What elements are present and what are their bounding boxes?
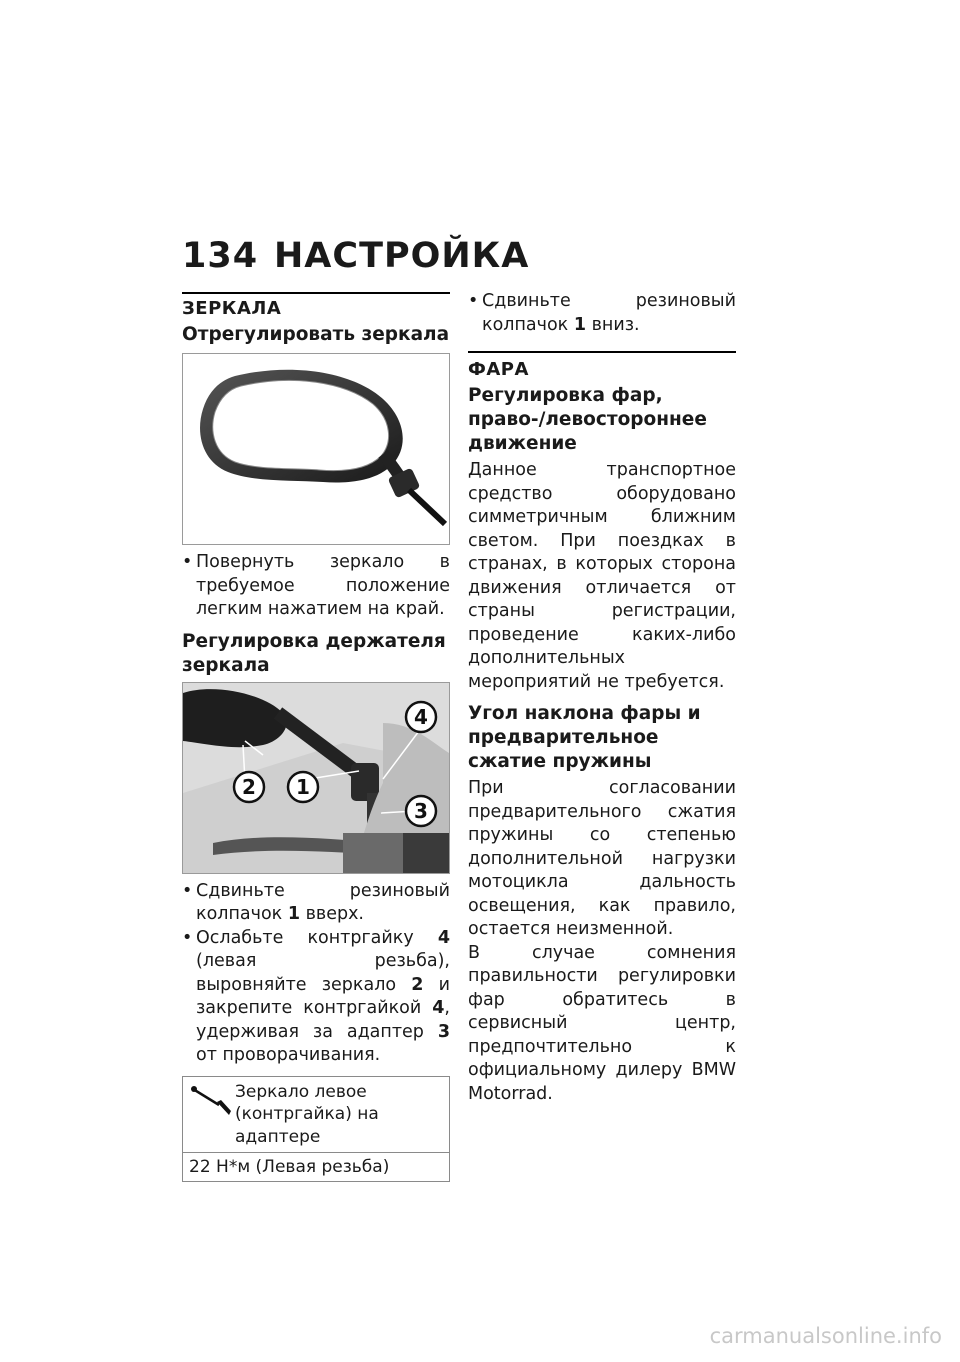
- section-title-mirrors: ЗЕРКАЛА: [182, 298, 282, 319]
- text: вниз.: [586, 314, 640, 335]
- subheading-holder-adjust: Регулировка держателя зеркала: [182, 630, 446, 676]
- subheading-adjust-mirrors: Отрегулировать зеркала: [182, 324, 450, 345]
- watermark: carmanualsonline.info: [709, 1324, 942, 1348]
- ref-number: 4: [432, 998, 445, 1018]
- page-header: [182, 236, 529, 276]
- text: от проворачивания.: [196, 1045, 381, 1065]
- ref-number: 2: [411, 974, 424, 995]
- bullet-turn-mirror: • Повернуть зеркало в требуемое положение легким нажатием на край.: [182, 551, 450, 622]
- text: вверх.: [300, 904, 364, 924]
- bullet-slide-cap-down: [468, 290, 736, 337]
- subheading-angle: Угол наклона фары и предварительное сжатие пружины: [468, 703, 701, 772]
- torque-wrench-icon: [189, 1081, 235, 1149]
- mirror-figure: [182, 353, 450, 545]
- callout-3: 3: [414, 798, 428, 823]
- bullet-loosen-locknut: [182, 927, 450, 1068]
- text: (левая резьба), выровняйте зеркало: [196, 951, 450, 995]
- text: Сдвиньте резиновый колпачок: [482, 291, 736, 335]
- paragraph-traffic: Данное транспортное средство оборудовано симметричным ближним светом. При поездках в странах, в которых сторона движения отличается от страны регистрации, проведение каких-либо дополнительных мероприятий не требуется.: [468, 460, 736, 692]
- paragraph-angle-2: В случае сомнения правильности регулировки фар обратитесь в сервисный центр, предпочтительно к официальному дилеру BMW Motorrad.: [468, 942, 736, 1104]
- text: и закрепите контргайкой: [196, 974, 450, 1018]
- torque-spec-box: [182, 1076, 450, 1183]
- callout-1: 1: [296, 774, 310, 799]
- holder-illustration: [183, 683, 449, 873]
- right-column: [468, 292, 736, 1106]
- subheading-traffic: Регулировка фар, право-/левостороннее движение: [468, 385, 707, 454]
- page-number: 134: [182, 236, 259, 276]
- callout-2: 2: [242, 774, 256, 799]
- mirror-illustration: [183, 354, 449, 544]
- text: , удерживая за адаптер: [196, 998, 450, 1042]
- section-rule: [468, 351, 736, 353]
- section-title-headlight: ФАРА: [468, 359, 529, 380]
- section-rule: [182, 292, 450, 294]
- ref-number: 1: [573, 314, 586, 335]
- text: Ослабьте контргайку: [196, 927, 438, 948]
- ref-number: 1: [287, 904, 300, 924]
- torque-label: Зеркало левое (контргайка) на адаптере: [235, 1081, 379, 1147]
- holder-figure: [182, 682, 450, 874]
- left-column: [182, 292, 450, 1182]
- bullet-slide-cap-up: [182, 880, 450, 927]
- ref-number: 4: [437, 927, 450, 948]
- ref-number: 3: [437, 1021, 450, 1042]
- torque-label-row: [183, 1077, 449, 1154]
- torque-value: 22 Н*м (Левая резьба): [189, 1157, 390, 1177]
- callout-4: 4: [414, 704, 428, 729]
- text: Сдвиньте резиновый колпачок: [196, 880, 450, 924]
- paragraph-angle-1: При согласовании предварительного сжатия пружины со степенью дополнительной нагрузки мотоцикла дальность освещения, как правило, остается неизменной.: [468, 778, 736, 939]
- chapter-title: НАСТРОЙКА: [274, 236, 530, 276]
